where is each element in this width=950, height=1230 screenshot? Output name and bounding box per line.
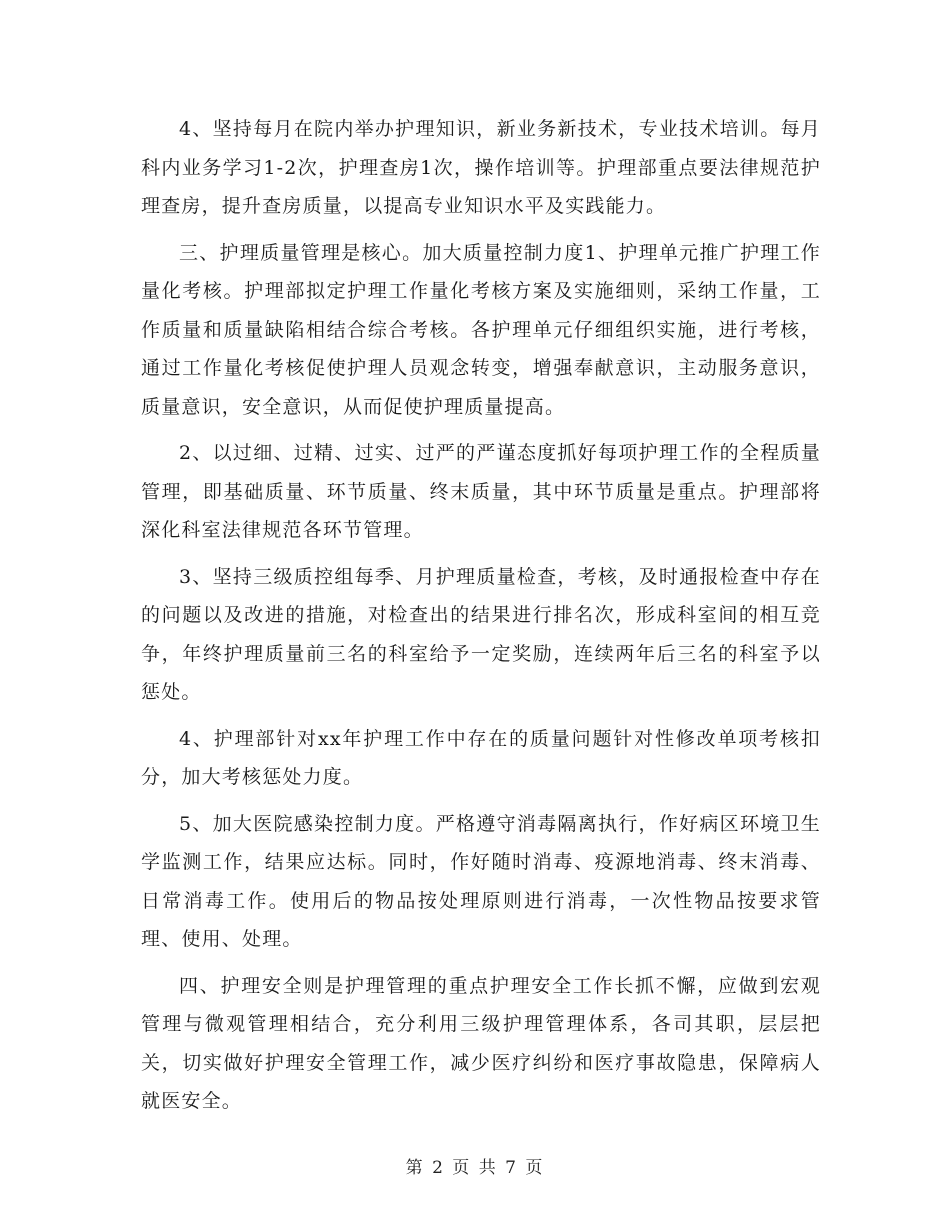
paragraph-infection-control: 5、加大医院感染控制力度。严格遵守消毒隔离执行，作好病区环境卫生学监测工作，结果应达标。同时，作好随时消毒、疫源地消毒、终末消毒、日常消毒工作。使用后的物品按处理原则进行消毒，一次性物品按要求管理、使用、处理。 (141, 812, 821, 950)
paragraph-assessment-deduction: 4、护理部针对xx年护理工作中存在的质量问题针对性修改单项考核扣分，加大考核惩处力度。 (141, 727, 821, 788)
paragraph-quality-management: 三、护理质量管理是核心。加大质量控制力度1、护理单元推广护理工作量化考核。护理部拟定护理工作量化考核方案及实施细则，采纳工作量，工作质量和质量缺陷相结合综合考核。各护理单元仔细组织实施，进行考核，通过工作量化考核促使护理人员观念转变，增强奉献意识，主动服务意识，质量意识，安全意识，从而促使护理质量提高。 (141, 241, 821, 418)
paragraph-training: 4、坚持每月在院内举办护理知识，新业务新技术，专业技术培训。每月科内业务学习1-2次，护理查房1次，操作培训等。护理部重点要法律规范护理查房，提升查房质量，以提高专业知识水平及实践能力。 (141, 118, 821, 217)
document-body (141, 110, 821, 1129)
paragraph-quality-process: 2、以过细、过精、过实、过严的严谨态度抓好每项护理工作的全程质量管理，即基础质量、环节质量、终末质量，其中环节质量是重点。护理部将深化科室法律规范各环节管理。 (141, 442, 821, 541)
paragraph-nursing-safety: 四、护理安全则是护理管理的重点护理安全工作长抓不懈，应做到宏观管理与微观管理相结合，充分利用三级护理管理体系，各司其职，层层把关，切实做好护理安全管理工作，减少医疗纠纷和医疗事故隐患，保障病人就医安全。 (141, 974, 821, 1112)
paragraph-quality-inspection: 3、坚持三级质控组每季、月护理质量检查，考核，及时通报检查中存在的问题以及改进的措施，对检查出的结果进行排名次，形成科室间的相互竞争，年终护理质量前三名的科室给予一定奖励，连续两年后三名的科室予以惩处。 (141, 565, 821, 703)
page-number-footer: 第 2 页 共 7 页 (405, 1158, 545, 1178)
